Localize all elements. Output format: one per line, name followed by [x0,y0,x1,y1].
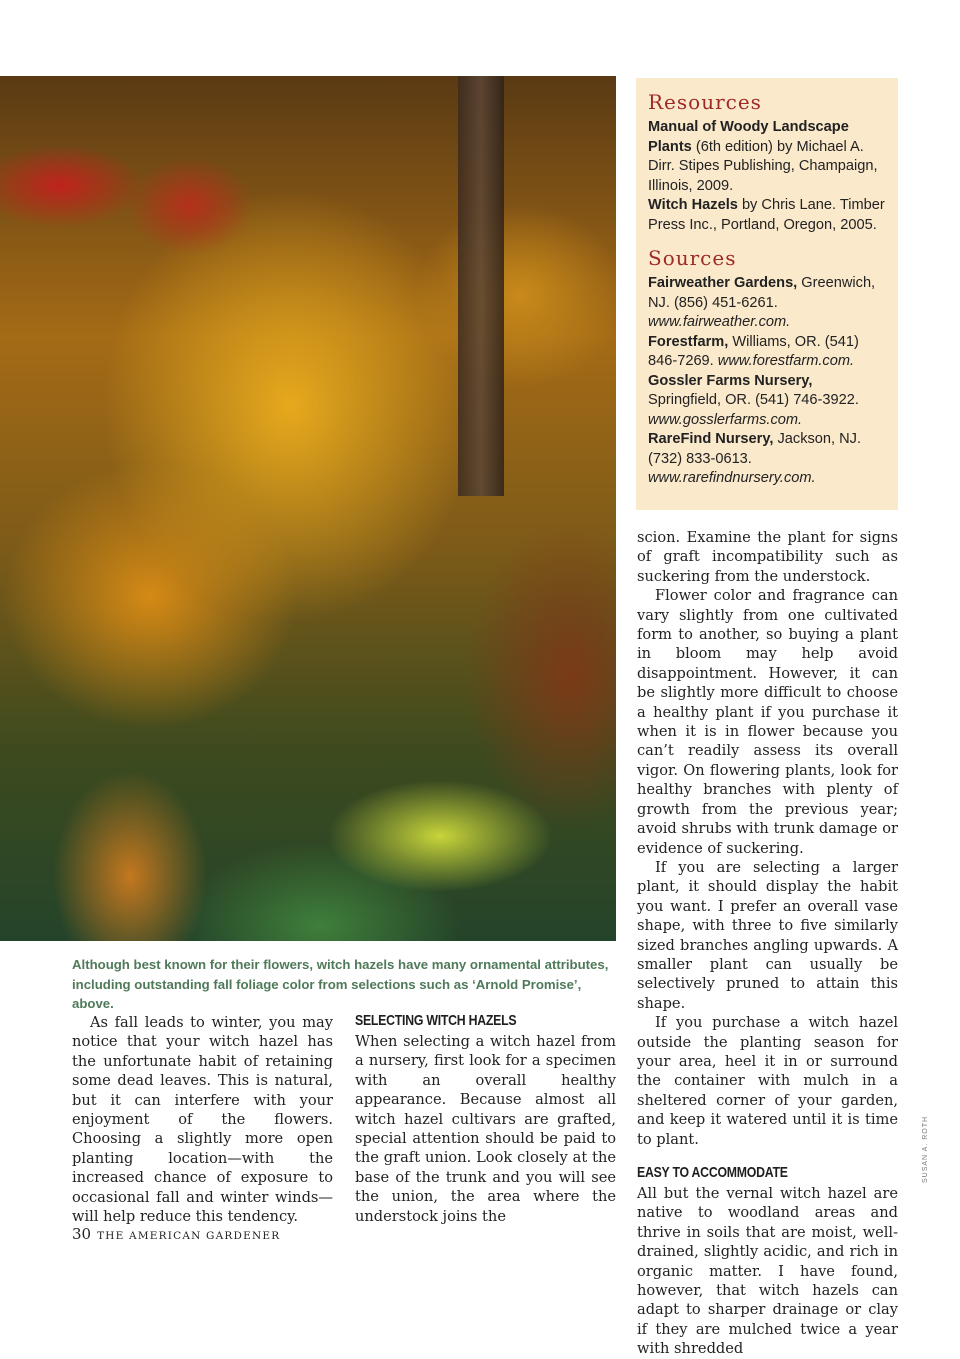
source-url[interactable]: www.fairweather.com. [648,314,791,330]
source-url[interactable]: www.rarefindnursery.com. [648,470,816,486]
source-url[interactable]: www.forestfarm.com. [717,353,855,369]
photo-credit: SUSAN A. ROTH [922,1115,929,1183]
resource-item [648,118,886,196]
resources-sidebar [636,78,898,510]
section-heading-easy: EASY TO ACCOMMODATE [637,1164,788,1181]
witch-hazel-photo [0,76,616,941]
source-details: Williams, OR. (541) 846-7269. [648,333,859,369]
body-column-1 [72,1013,333,1226]
body-paragraph: All but the vernal witch hazel are native to woodland areas and thrive in soils that are moist, well-drained, slightly acidic, and rich in organic matter. I have found, however, that witch hazels can adapt to sharper drainage or clay if they are mulched twice a year with shredded [637,1185,898,1358]
body-paragraph: scion. Examine the plant for signs of graft incompatibility such as suckering from the understock. [637,529,898,585]
body-paragraph: Flower color and fragrance can vary slightly from one cultivated form to another, so buying a plant in bloom may help avoid disappointment. However, it can be slightly more difficult to choose a healthy plant if you purchase it when it is in flower because you can’t readily assess its overall vigor. On flowering plants, look for healthy branches with plenty of growth from the previous year; avoid shrubs with trunk damage or evidence of suckering. [637,587,898,857]
section-heading-selecting: SELECTING WITCH HAZELS [355,1012,517,1029]
page-number: 30 [72,1225,92,1243]
source-name: RareFind Nursery, [648,431,774,447]
body-paragraph: When selecting a witch hazel from a nursery, first look for a specimen with an overall healthy appearance. Because almost all witch hazel cultivars are grafted, special attention should be paid to the graft union. Look closely at the base of the trunk and you will see the union, the area where the understock joins the [355,1033,616,1225]
source-name: Fairweather Gardens, [648,275,798,291]
page-footer [72,1225,280,1243]
source-details: Springfield, OR. (541) 746-3922. [648,392,859,408]
resource-details: by Chris Lane. Timber Press Inc., Portland, Oregon, 2005. [648,197,885,233]
source-details: Jackson, NJ. (732) 833-0613. [648,431,862,467]
resource-item [648,196,886,235]
body-paragraph: As fall leads to winter, you may notice that your witch hazel has the unfortunate habit of retaining some dead leaves. This is natural, but it can interfere with your enjoyment of the flowers. Choosing a slightly more open planting location—with the increased chance of exposure to occasional fall and winter winds—will help reduce this tendency. [72,1014,333,1226]
source-details: Greenwich, NJ. (856) 451-6261. [648,275,876,311]
source-name: Gossler Farms Nursery, [648,372,813,389]
body-paragraph: If you purchase a witch hazel outside the planting season for your area, heel it in or surround the container with mulch in a sheltered corner of your garden, and keep it watered until it is time to plant. [637,1014,898,1148]
source-item [648,430,886,489]
tree-trunk [458,76,504,496]
sources-heading: Sources [648,246,737,270]
body-column-2 [355,1011,616,1226]
photo-caption: Although best known for their flowers, witch hazels have many ornamental attributes, including outstanding fall foliage color from selections such as ‘Arnold Promise’, above. [72,957,609,1011]
magazine-name: THE AMERICAN GARDENER [97,1230,281,1242]
source-item [648,274,886,333]
resource-title: Witch Hazels [648,197,738,213]
resource-title: Manual of Woody Landscape Plants [648,119,849,155]
source-item [648,372,886,431]
source-name: Forestfarm, [648,333,729,350]
body-column-3 [637,528,898,1359]
resource-details: (6th edition) by Michael A. Dirr. Stipes Publishing, Champaign, Illinois, 2009. [648,138,878,194]
resources-heading: Resources [648,90,762,114]
body-paragraph: If you are selecting a larger plant, it should display the habit you want. I prefer an overall vase shape, with three to five similarly sized branches angling upwards. A smaller plant can usually be selectively pruned to attain this shape. [637,858,898,1012]
source-url[interactable]: www.gosslerfarms.com. [648,411,803,428]
source-item [648,333,886,372]
